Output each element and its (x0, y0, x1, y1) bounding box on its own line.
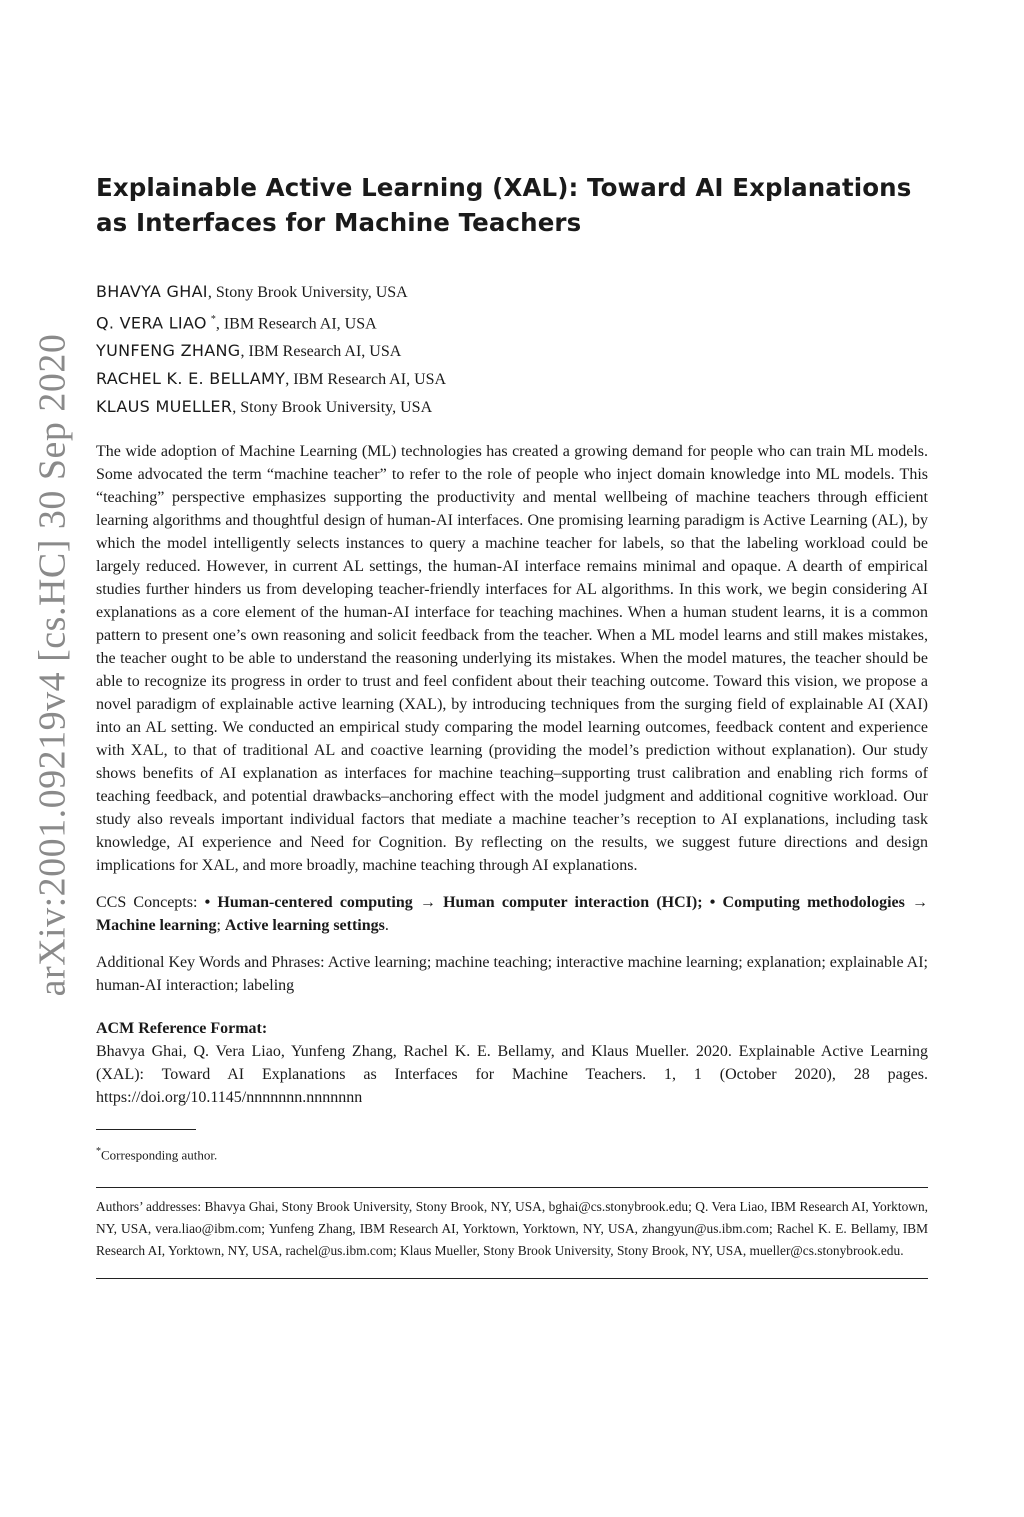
author-entry (96, 337, 928, 365)
author-affiliation: , IBM Research AI, USA (215, 315, 377, 333)
author-name: RACHEL K. E. BELLAMY (96, 369, 286, 389)
ccs-label: CCS Concepts: (96, 894, 205, 912)
author-affiliation: , IBM Research AI, USA (285, 371, 447, 389)
arxiv-identifier-stamp (18, 290, 86, 1040)
ccs-bullet: • (204, 894, 218, 912)
paper-title: Explainable Active Learning (XAL): Toward AI Explanations as Interfaces for Machine Teachers (96, 173, 912, 237)
acm-reference-heading: ACM Reference Format: (96, 1020, 268, 1038)
ccs-separator: ; • (697, 894, 723, 912)
author-addresses: Authors’ addresses: Bhavya Ghai, Stony Brook University, Stony Brook, NY, USA, bghai@cs.stonybrook.edu; Q. Vera Liao, IBM Research AI, Yorktown, NY, USA, vera.liao@ibm.com; Yunfeng Zhang, IBM Research AI, Yorktown, Yorktown, NY, USA, zhangyun@us.ibm.com; Rachel K. E. Bellamy, IBM Research AI, Yorktown, NY, USA, rachel@us.ibm.com; Klaus Mueller, Stony Brook University, Stony Brook, NY, USA, mueller@cs.stonybrook.edu. (96, 1198, 928, 1258)
paper-first-page (96, 170, 928, 1279)
author-affiliation: , IBM Research AI, USA (240, 343, 402, 361)
author-name: Q. VERA LIAO (96, 313, 207, 333)
keywords: Additional Key Words and Phrases: Active learning; machine teaching; interactive machine learning; explanation; explainable AI; human-AI interaction; labeling (96, 954, 928, 995)
corresponding-author-mark[interactable]: * (210, 314, 216, 325)
author-name: KLAUS MUELLER (96, 397, 233, 417)
ccs-separator: ; (216, 917, 225, 935)
author-affiliation: , Stony Brook University, USA (232, 399, 433, 417)
acm-reference-text[interactable]: Bhavya Ghai, Q. Vera Liao, Yunfeng Zhang, Rachel K. E. Bellamy, and Klaus Mueller. 2020. Explainable Active Learning (XAL): Toward AI Explanations as Interfaces for Machine Teachers. 1, 1 (October 2020), 28 pages. https://doi.org/10.1145/nnnnnnn.nnnnnnn (96, 1043, 928, 1107)
ccs-arrow: → (412, 894, 444, 912)
author-entry (96, 393, 928, 421)
arxiv-identifier-text: arXiv:2001.09219v4 [cs.HC] 30 Sep 2020 (31, 333, 73, 997)
footnote-divider (96, 1129, 196, 1130)
author-name: YUNFENG ZHANG (96, 341, 241, 361)
ccs-arrow: → (904, 894, 929, 912)
ccs-subconcept: Human computer interaction (HCI) (443, 894, 698, 912)
abstract: The wide adoption of Machine Learning (ML) technologies has created a growing demand for people who can train ML models. Some advocated the term “machine teacher” to refer to the role of people who inject domain knowledge into ML models. This “teaching” perspective emphasizes supporting the productivity and mental wellbeing of machine teachers through efficient learning algorithms and thoughtful design of human-AI interfaces. One promising learning paradigm is Active Learning (AL), by which the model intelligently selects instances to query a machine teacher for labels, so that the labeling workload could be largely reduced. However, in current AL settings, the human-AI interface remains minimal and opaque. A dearth of empirical studies further hinders us from developing teacher-friendly interfaces for AL algorithms. In this work, we begin considering AI explanations as a core element of the human-AI interface for teaching machines. When a human student learns, it is a common pattern to present one’s own reasoning and solicit feedback from the teacher. When a ML model learns and still makes mistakes, the teacher ought to be able to understand the reasoning underlying its mistakes. When the model matures, the teacher should be able to recognize its progress in order to trust and feel confident about their teaching outcome. Toward this vision, we propose a novel paradigm of explainable active learning (XAL), by introducing techniques from the surging field of explainable AI (XAI) into an AL setting. We conducted an empirical study comparing the model learning outcomes, feedback content and experience with XAL, to that of traditional AL and coactive learning (providing the model’s prediction without explanation). Our study shows benefits of AI explanation as interfaces for machine teaching–supporting trust calibration and enabling rich forms of teaching feedback, and potential drawbacks–anchoring effect with the model judgment and additional cognitive workload. Our study also reveals important individual factors that mediate a machine teacher’s reception to AI explanations, including task knowledge, AI experience and Need for Cognition. By reflecting on the results, we suggest future directions and design implications for XAL, and more broadly, machine teaching through AI explanations. (96, 443, 928, 875)
author-entry (96, 306, 928, 337)
addresses-divider (96, 1187, 928, 1188)
author-entry (96, 365, 928, 393)
footnote-text: Corresponding author. (101, 1147, 218, 1163)
ccs-concepts (96, 891, 928, 937)
author-name: BHAVYA GHAI (96, 282, 208, 301)
footnote (96, 1142, 928, 1164)
footnote-mark: * (96, 1146, 101, 1158)
ccs-concept: Computing methodologies (722, 894, 905, 912)
author-list (96, 278, 928, 421)
author-entry (96, 278, 928, 306)
ccs-concept: Human-centered computing (217, 894, 413, 912)
ccs-subconcept: Active learning settings (224, 917, 385, 935)
ccs-end: . (384, 917, 389, 935)
author-affiliation: , Stony Brook University, USA (207, 284, 408, 301)
bottom-divider (96, 1278, 928, 1279)
ccs-subconcept: Machine learning (96, 917, 217, 935)
